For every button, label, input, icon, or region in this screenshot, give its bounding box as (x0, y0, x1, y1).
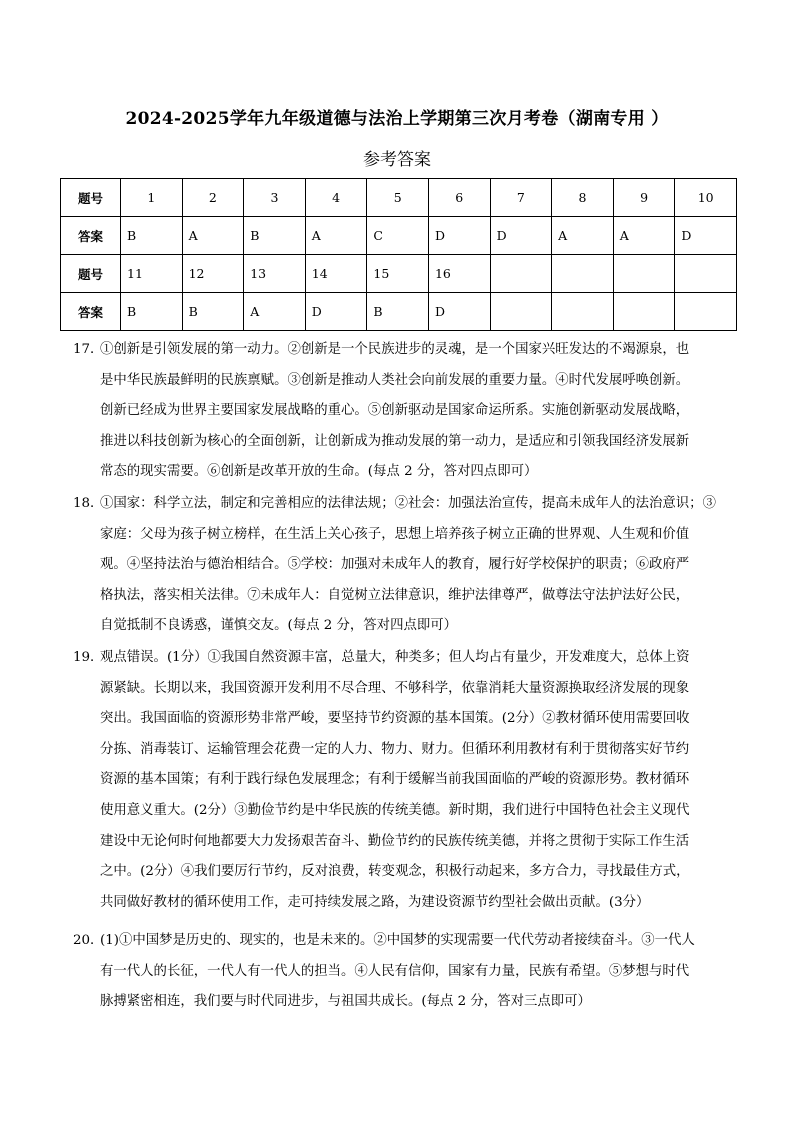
answer-line: 源紧缺。长期以来，我国资源开发利用不尽合理、不够科学，依靠消耗大量资源换取经济发展的现象 (100, 680, 690, 696)
answer-line: 突出。我国面临的资源形势非常严峻，要坚持节约资源的基本国策。(2分）②教材循环使用需要回收 (100, 711, 690, 727)
answer-header: 答案 (61, 217, 121, 255)
question-number: 19． (73, 650, 104, 665)
question-number-cell: 12 (182, 255, 244, 293)
answer-cell: B (121, 217, 183, 255)
answer-line: ①创新是引领发展的第一动力。②创新是一个民族进步的灵魂，是一个国家兴旺发达的不竭源泉，也 (100, 342, 690, 357)
table-row-answers-1 (61, 217, 737, 255)
answer-line: 资源的基本国策；有利于践行绿色发展理念；有利于缓解当前我国面临的严峻的资源形势。教材循环 (100, 772, 690, 788)
answer-cell: A (613, 217, 675, 255)
answer-17 (73, 335, 763, 488)
answer-line: 脉搏紧密相连，我们要与时代同进步，与祖国共成长。(每点 2 分，答对三点即可） (100, 994, 591, 1010)
question-number-cell: 4 (305, 179, 367, 217)
answer-cell: A (552, 217, 614, 255)
answer-line: ①国家：科学立法，制定和完善相应的法律法规；②社会：加强法治宣传，提高未成年人的法治意识；③ (100, 496, 716, 511)
answer-20 (73, 926, 763, 1018)
answer-table (60, 178, 737, 331)
answer-cell: B (244, 217, 306, 255)
table-row-numbers-2 (61, 255, 737, 293)
question-number-cell (490, 255, 552, 293)
document-subtitle: 参考答案 (363, 150, 431, 170)
question-number-cell (613, 255, 675, 293)
question-number-header: 题号 (61, 255, 121, 293)
question-number-cell: 11 (121, 255, 183, 293)
answer-line: (1)①中国梦是历史的、现实的，也是未来的。②中国梦的实现需要一代代劳动者接续奋斗。③一代人 (100, 933, 695, 948)
answer-line: 格执法，落实相关法律。⑦未成年人：自觉树立法律意识，维护法律尊严，做尊法守法护法好公民， (100, 587, 690, 603)
answer-cell: C (367, 217, 429, 255)
question-number-cell: 3 (244, 179, 306, 217)
answer-line: 分拣、消毒装订、运输管理会花费一定的人力、物力、财力。但循环利用教材有利于贯彻落实好节约 (100, 741, 690, 757)
question-number-cell: 1 (121, 179, 183, 217)
answer-line: 使用意义重大。(2分）③勤俭节约是中华民族的传统美德。新时期，我们进行中国特色社会主义现代 (100, 802, 690, 818)
question-number-cell: 6 (428, 179, 490, 217)
question-number-cell (675, 255, 737, 293)
answer-cell: B (121, 293, 183, 331)
answer-cell: B (367, 293, 429, 331)
answer-cell: D (428, 293, 490, 331)
question-number: 20． (73, 933, 104, 948)
question-number-cell: 10 (675, 179, 737, 217)
answer-line: 之中。(2分）④我们要厉行节约，反对浪费，转变观念，积极行动起来，多方合力，寻找最佳方式， (100, 864, 690, 880)
answer-line: 有一代人的长征，一代人有一代人的担当。④人民有信仰，国家有力量，民族有希望。⑤梦想与时代 (100, 963, 690, 979)
answer-cell: A (182, 217, 244, 255)
answer-cell (552, 293, 614, 331)
answer-cell: D (490, 217, 552, 255)
answer-line: 观。④坚持法治与德治相结合。⑤学校：加强对未成年人的教育，履行好学校保护的职责；⑥政府严 (100, 557, 690, 573)
answer-cell (613, 293, 675, 331)
answer-line: 常态的现实需要。⑥创新是改革开放的生命。(每点 2 分，答对四点即可） (100, 464, 538, 480)
answer-cell: D (675, 217, 737, 255)
answer-line: 创新已经成为世界主要国家发展战略的重心。⑤创新驱动是国家命运所系。实施创新驱动发展战略， (100, 403, 690, 419)
answer-cell: B (182, 293, 244, 331)
answer-line: 推进以科技创新为核心的全面创新，让创新成为推动发展的第一动力，是适应和引领我国经济发展新 (100, 433, 690, 449)
question-number-cell: 15 (367, 255, 429, 293)
question-number-cell: 14 (305, 255, 367, 293)
question-number-cell (552, 255, 614, 293)
question-number-cell: 7 (490, 179, 552, 217)
question-number-cell: 5 (367, 179, 429, 217)
answer-cell: D (428, 217, 490, 255)
answer-line: 自觉抵制不良诱惑，谨慎交友。(每点 2 分，答对四点即可） (100, 618, 458, 634)
answer-header: 答案 (61, 293, 121, 331)
document-title: 2024-2025学年九年级道德与法治上学期第三次月考卷（湖南专用 ） (125, 109, 669, 129)
answer-19 (73, 643, 763, 918)
question-number: 17． (73, 342, 104, 357)
answer-18 (73, 489, 763, 642)
table-row-answers-2 (61, 293, 737, 331)
question-number-cell: 8 (552, 179, 614, 217)
answer-cell: D (305, 293, 367, 331)
answer-line: 建设中无论何时何地都要大力发扬艰苦奋斗、勤俭节约的民族传统美德，并将之贯彻于实际工作生活 (100, 833, 690, 849)
answer-line: 共同做好教材的循环使用工作，走可持续发展之路，为建设资源节约型社会做出贡献。(3分） (100, 894, 650, 910)
answer-line: 观点错误。(1分）①我国自然资源丰富，总量大，种类多；但人均占有量少，开发难度大，总体上资 (100, 650, 690, 665)
answer-cell (490, 293, 552, 331)
question-number-cell: 16 (428, 255, 490, 293)
answer-line: 是中华民族最鲜明的民族禀赋。③创新是推动人类社会向前发展的重要力量。④时代发展呼唤创新。 (100, 372, 690, 388)
answer-cell (675, 293, 737, 331)
answer-cell: A (305, 217, 367, 255)
question-number-header: 题号 (61, 179, 121, 217)
question-number-cell: 13 (244, 255, 306, 293)
answer-line: 家庭：父母为孩子树立榜样，在生活上关心孩子，思想上培养孩子树立正确的世界观、人生观和价值 (100, 526, 690, 542)
question-number-cell: 2 (182, 179, 244, 217)
question-number: 18． (73, 496, 104, 511)
table-row-numbers-1 (61, 179, 737, 217)
question-number-cell: 9 (613, 179, 675, 217)
answer-cell: A (244, 293, 306, 331)
